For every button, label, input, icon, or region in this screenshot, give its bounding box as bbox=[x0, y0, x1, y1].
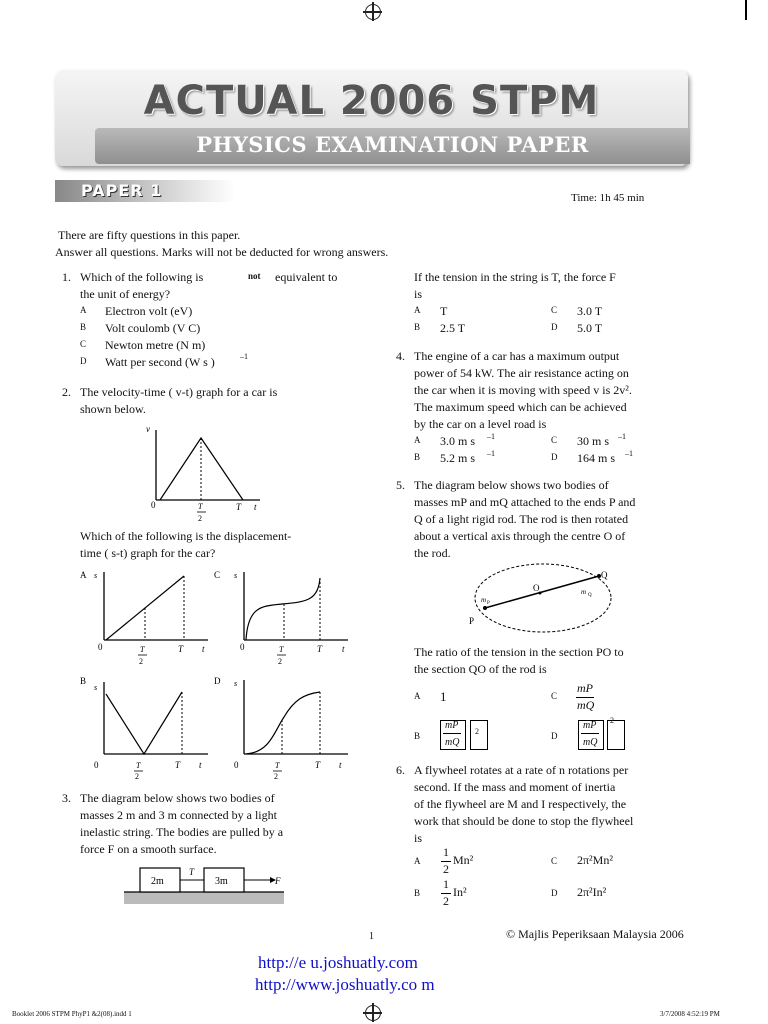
q4-text: The engine of a car has a maximum output bbox=[414, 349, 620, 363]
footer-link-1[interactable]: http://e u.joshuatly.com bbox=[258, 953, 418, 972]
svg-text:P: P bbox=[487, 601, 490, 606]
q3-text: If the tension in the string is T, the force F bbox=[414, 270, 616, 284]
registration-mark-top bbox=[365, 4, 381, 20]
q5-option-b-box2 bbox=[470, 720, 488, 750]
superscript: –1 bbox=[625, 449, 633, 458]
svg-text:T: T bbox=[175, 760, 181, 770]
q1-not: not bbox=[248, 271, 261, 281]
option-letter: D bbox=[551, 731, 558, 741]
instruction-line-2: Answer all questions. Marks will not be deducted for wrong answers. bbox=[55, 245, 389, 259]
svg-text:T: T bbox=[317, 644, 323, 654]
q2-text: shown below. bbox=[80, 402, 146, 416]
tension-label: T bbox=[189, 867, 195, 877]
superscript: 2 bbox=[610, 716, 614, 725]
svg-text:2: 2 bbox=[198, 514, 202, 523]
page-title: ACTUAL 2006 STPM bbox=[143, 78, 600, 124]
q5-option-b-num: mP bbox=[445, 720, 459, 731]
svg-text:s: s bbox=[234, 571, 238, 580]
q5-option-b-extra: 2 bbox=[475, 727, 479, 736]
svg-text:2: 2 bbox=[139, 657, 143, 666]
vt-graph bbox=[140, 420, 270, 525]
time-label: Time: 1h 45 min bbox=[571, 192, 645, 204]
q4-number: 4. bbox=[396, 349, 405, 363]
option-letter: B bbox=[80, 676, 87, 686]
file-slug: Booklet 2006 STPM PhyP1 &2(08).indd 1 bbox=[12, 1010, 132, 1018]
q5-text: The ratio of the tension in the section PO to bbox=[414, 645, 624, 659]
option-letter: A bbox=[414, 435, 421, 445]
q5-option-b-den: mQ bbox=[445, 737, 460, 748]
q4-option-a: 3.0 m s bbox=[440, 434, 476, 448]
paper-label: PAPER 1 bbox=[81, 181, 163, 200]
half-den: 2 bbox=[443, 862, 449, 876]
st-graph-a bbox=[78, 566, 213, 666]
copyright: © Majlis Peperiksaan Malaysia 2006 bbox=[506, 927, 684, 941]
option-letter: B bbox=[414, 731, 421, 741]
q1-option-c: Newton metre (N m) bbox=[105, 338, 206, 352]
svg-text:T: T bbox=[236, 502, 242, 512]
option-letter: C bbox=[551, 856, 558, 866]
half-num: 1 bbox=[443, 845, 449, 859]
box-3m: 3m bbox=[215, 876, 228, 887]
option-letter: A bbox=[80, 305, 87, 315]
q2-number: 2. bbox=[62, 385, 71, 399]
svg-text:s: s bbox=[94, 683, 98, 692]
svg-text:T: T bbox=[140, 645, 145, 654]
q6-option-d: 2π²In² bbox=[577, 885, 607, 899]
svg-text:T: T bbox=[279, 645, 284, 654]
half-num: 1 bbox=[443, 877, 449, 891]
q5-option-d-num: mP bbox=[583, 720, 597, 731]
svg-text:T: T bbox=[178, 644, 184, 654]
svg-text:T: T bbox=[315, 760, 321, 770]
q5-option-d-den: mQ bbox=[583, 737, 598, 748]
page-number: 1 bbox=[369, 931, 374, 942]
svg-text:t: t bbox=[199, 760, 202, 770]
q4-option-c: 30 m s bbox=[577, 434, 610, 448]
q6-number: 6. bbox=[396, 763, 405, 777]
q3-option-c: 3.0 T bbox=[577, 304, 603, 318]
svg-text:t: t bbox=[339, 760, 342, 770]
superscript: –1 bbox=[240, 352, 248, 361]
svg-text:0: 0 bbox=[234, 760, 239, 770]
svg-text:v: v bbox=[146, 424, 150, 434]
q6-text: second. If the mass and moment of inertia bbox=[414, 780, 616, 794]
st-graph-b bbox=[78, 672, 213, 782]
q5-option-c-den: mQ bbox=[577, 698, 595, 712]
st-graph-c bbox=[212, 566, 352, 666]
q4-text: the car when it is moving with speed v is 2v². bbox=[414, 383, 632, 397]
q4-option-b: 5.2 m s bbox=[440, 451, 476, 465]
q5-text: about a vertical axis through the centre O of bbox=[414, 529, 626, 543]
q3-option-b: 2.5 T bbox=[440, 321, 466, 335]
q2-text: time ( s-t) graph for the car? bbox=[80, 546, 216, 560]
q6-text: of the flywheel are M and I respectively, the bbox=[414, 797, 627, 811]
q5-text: the section QO of the rod is bbox=[414, 662, 547, 676]
q1-text: Which of the following is bbox=[80, 270, 204, 284]
q6-text: work that should be done to stop the flywheel bbox=[414, 814, 634, 828]
q3-text: masses 2 m and 3 m connected by a light bbox=[80, 808, 277, 822]
svg-text:s: s bbox=[234, 679, 238, 688]
crop-mark bbox=[745, 0, 747, 20]
option-letter: D bbox=[551, 322, 558, 332]
q5-option-c-num: mP bbox=[577, 681, 593, 695]
superscript: –1 bbox=[487, 449, 495, 458]
svg-text:O: O bbox=[533, 583, 540, 593]
option-letter: C bbox=[80, 339, 87, 349]
q3-option-d: 5.0 T bbox=[577, 321, 603, 335]
option-letter: D bbox=[551, 888, 558, 898]
q3-blocks-diagram bbox=[120, 862, 290, 907]
option-letter: D bbox=[551, 452, 558, 462]
q5-text: masses mP and mQ attached to the ends P and bbox=[414, 495, 636, 509]
svg-text:0: 0 bbox=[151, 500, 156, 510]
q3-text: The diagram below shows two bodies of bbox=[80, 791, 275, 805]
svg-text:T: T bbox=[198, 502, 203, 511]
option-letter: B bbox=[414, 888, 421, 898]
q1-text: the unit of energy? bbox=[80, 287, 171, 301]
option-letter: C bbox=[551, 305, 558, 315]
svg-text:m: m bbox=[481, 596, 487, 604]
option-letter: B bbox=[80, 322, 87, 332]
q5-number: 5. bbox=[396, 478, 405, 492]
q5-text: the rod. bbox=[414, 546, 451, 560]
q6-option-a: Mn² bbox=[453, 853, 474, 867]
svg-text:2: 2 bbox=[278, 657, 282, 666]
svg-text:0: 0 bbox=[240, 642, 245, 652]
superscript: –1 bbox=[487, 432, 495, 441]
rotating-rod-diagram bbox=[465, 560, 625, 640]
force-label: F bbox=[275, 876, 281, 886]
q4-option-d: 164 m s bbox=[577, 451, 616, 465]
q2-text: The velocity-time ( v-t) graph for a car is bbox=[80, 385, 278, 399]
svg-text:0: 0 bbox=[94, 760, 99, 770]
svg-text:2: 2 bbox=[135, 772, 139, 781]
instruction-line-1: There are fifty questions in this paper. bbox=[58, 228, 241, 242]
option-letter: A bbox=[414, 691, 421, 701]
q5-option-a: 1 bbox=[440, 689, 447, 704]
q6-text: A flywheel rotates at a rate of n rotations per bbox=[414, 763, 629, 777]
svg-text:Q: Q bbox=[588, 593, 592, 598]
option-letter: B bbox=[414, 322, 421, 332]
paper-tab bbox=[55, 180, 235, 202]
q6-text: is bbox=[414, 831, 423, 845]
option-letter: D bbox=[214, 676, 221, 686]
footer-link-2[interactable]: http://www.joshuatly.co m bbox=[255, 975, 435, 994]
svg-text:s: s bbox=[94, 571, 98, 580]
st-graph-d bbox=[212, 672, 352, 782]
option-letter: C bbox=[551, 691, 558, 701]
subtitle-band bbox=[95, 128, 690, 164]
svg-text:P: P bbox=[469, 616, 475, 626]
option-letter: A bbox=[414, 856, 421, 866]
print-date: 3/7/2008 4:52:19 PM bbox=[660, 1010, 720, 1018]
q3-number: 3. bbox=[62, 791, 71, 805]
q5-text: The diagram below shows two bodies of bbox=[414, 478, 609, 492]
svg-text:t: t bbox=[202, 644, 205, 654]
option-letter: C bbox=[551, 435, 558, 445]
q3-option-a: T bbox=[440, 304, 448, 318]
option-letter: A bbox=[414, 305, 421, 315]
svg-text:t: t bbox=[254, 502, 257, 512]
q3-text: inelastic string. The bodies are pulled by a bbox=[80, 825, 284, 839]
q5-text: Q of a light rigid rod. The rod is then rotated bbox=[414, 512, 629, 526]
option-letter: C bbox=[214, 570, 221, 580]
q1-option-b: Volt coulomb (V C) bbox=[105, 321, 201, 335]
option-letter: A bbox=[80, 570, 87, 580]
q6-option-b: In² bbox=[453, 885, 467, 899]
svg-text:0: 0 bbox=[98, 642, 103, 652]
q1-option-d: Watt per second (W s ) bbox=[105, 355, 215, 369]
option-letter: B bbox=[414, 452, 421, 462]
box-2m: 2m bbox=[151, 876, 164, 887]
q2-text: Which of the following is the displacement- bbox=[80, 529, 292, 543]
svg-text:T: T bbox=[136, 761, 141, 770]
svg-text:T: T bbox=[275, 761, 280, 770]
q1-text: equivalent to bbox=[275, 270, 338, 284]
superscript: –1 bbox=[618, 432, 626, 441]
q4-text: The maximum speed which can be achieved bbox=[414, 400, 627, 414]
option-letter: D bbox=[80, 356, 87, 366]
q4-text: power of 54 kW. The air resistance acting on bbox=[414, 366, 629, 380]
q3-text: is bbox=[414, 287, 423, 301]
svg-text:Q: Q bbox=[601, 570, 608, 580]
svg-text:t: t bbox=[342, 644, 345, 654]
half-den: 2 bbox=[443, 894, 449, 908]
svg-text:m: m bbox=[581, 588, 587, 596]
q3-text: force F on a smooth surface. bbox=[80, 842, 217, 856]
q4-text: by the car on a level road is bbox=[414, 417, 547, 431]
svg-text:2: 2 bbox=[274, 772, 278, 781]
registration-mark-bottom bbox=[365, 1005, 381, 1021]
q6-option-c: 2π²Mn² bbox=[577, 853, 613, 867]
q1-option-a: Electron volt (eV) bbox=[105, 304, 193, 318]
q1-number: 1. bbox=[62, 270, 71, 284]
page-subtitle: PHYSICS EXAMINATION PAPER bbox=[196, 132, 589, 157]
